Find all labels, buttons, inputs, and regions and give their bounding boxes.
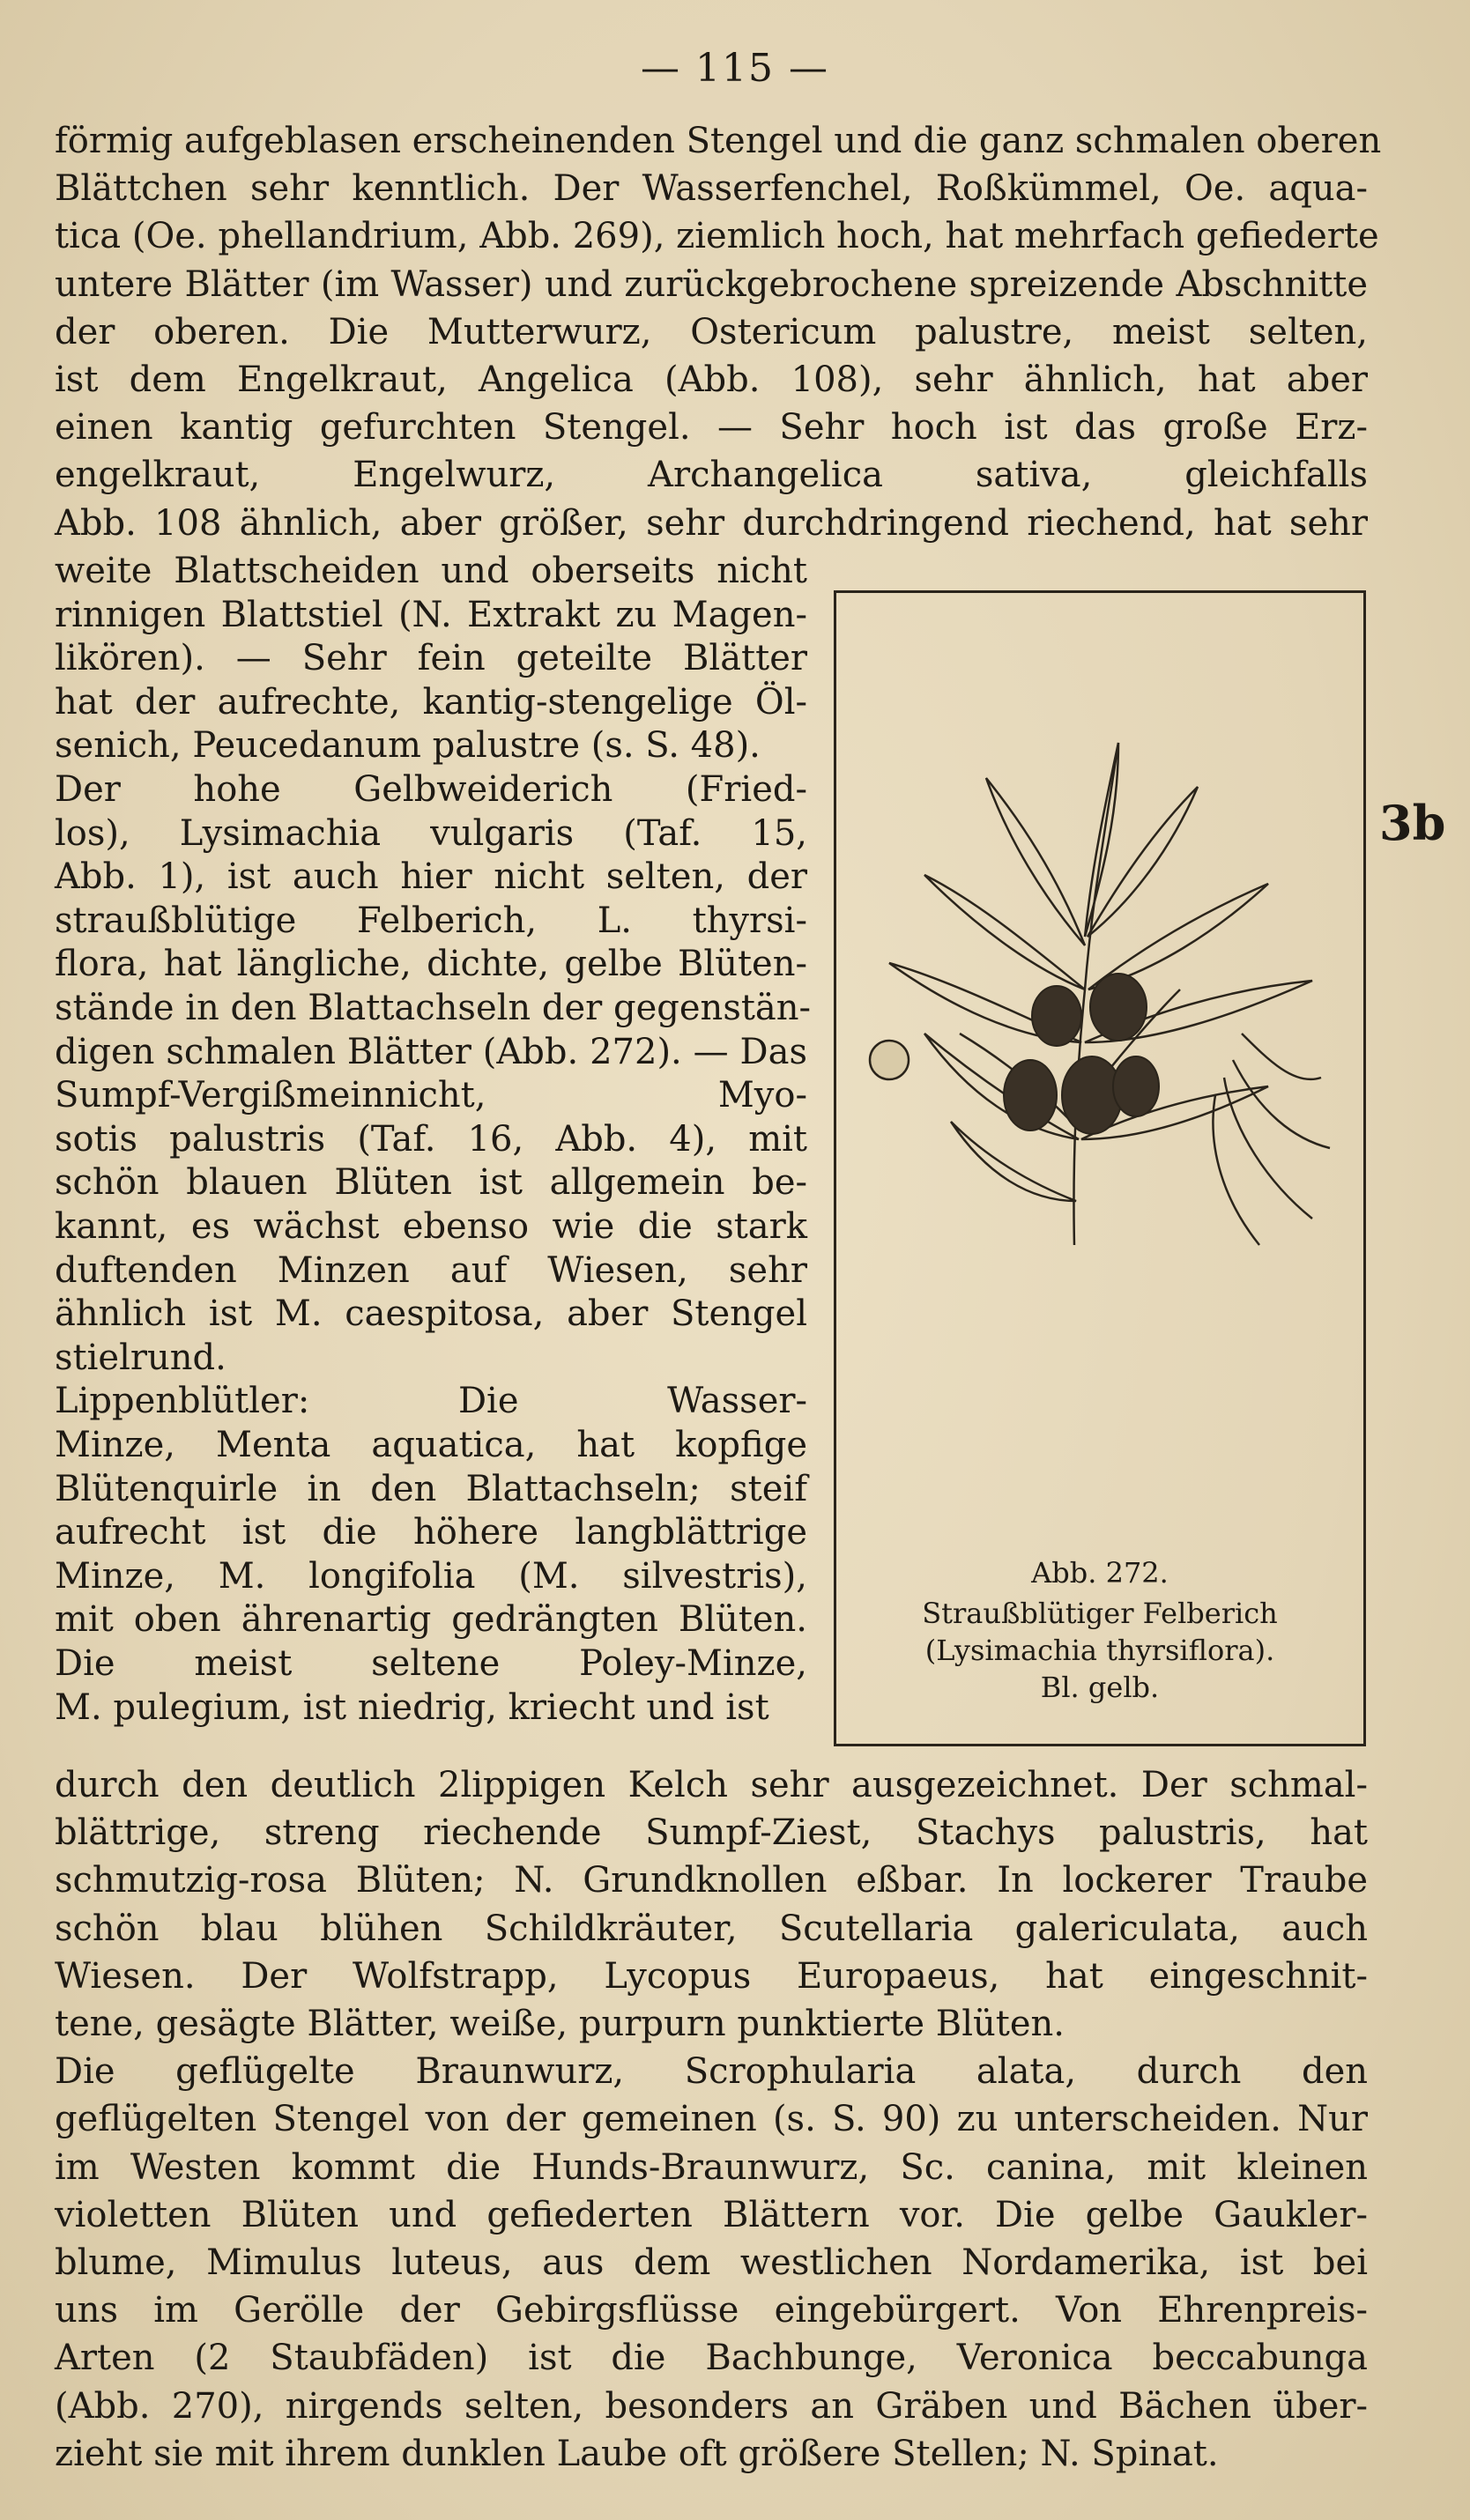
text-line: senich, Peucedanum palustre (s. S. 48). (55, 725, 761, 767)
text-line: aufrecht ist die höhere langblättrige (55, 1512, 807, 1553)
text-line: Die geflügelte Braunwurz, Scrophularia alata, durch den (55, 2051, 1368, 2093)
text-line: weite Blattscheiden und oberseits nicht (55, 551, 807, 591)
text-line: stielrund. (55, 1337, 226, 1378)
text-line: geflügelten Stengel von der gemeinen (s. S. 90) zu unterscheiden. Nur (55, 2099, 1368, 2140)
text-line: zieht sie mit ihrem dunklen Laube oft größere Stellen; N. Spinat. (55, 2433, 1219, 2474)
text-line: Abb. 108 ähnlich, aber größer, sehr durchdringend riechend, hat sehr (55, 502, 1368, 544)
text-line: tica (Oe. phellandrium, Abb. 269), ziemlich hoch, hat mehrfach gefiederte (55, 216, 1379, 257)
text-line: likören). — Sehr fein geteilte Blätter (55, 638, 807, 679)
text-line: mit oben ährenartig gedrängten Blüten. (55, 1599, 807, 1641)
plant-illustration (854, 725, 1348, 1254)
text-line: ähnlich ist M. caespitosa, aber Stengel (55, 1293, 807, 1335)
text-line: flora, hat längliche, dichte, gelbe Blüten- (55, 944, 807, 985)
text-line: Blütenquirle in den Blattachseln; steif (55, 1468, 807, 1509)
page-number: — 115 — (641, 46, 829, 91)
text-line: Minze, M. longifolia (M. silvestris), (55, 1555, 807, 1597)
text-line: untere Blätter (im Wasser) und zurückgebrochene spreizende Abschnitte (55, 263, 1368, 305)
text-line: tene, gesägte Blätter, weiße, purpurn punktierte Blüten. (55, 2004, 1065, 2044)
figure-caption-color: Bl. gelb. (1040, 1671, 1160, 1704)
text-line: violetten Blüten und gefiederten Blättern vor. Die gelbe Gaukler- (55, 2194, 1368, 2235)
text-line: der oberen. Die Mutterwurz, Ostericum palustre, meist selten, (55, 311, 1368, 352)
text-line: einen kantig gefurchten Stengel. — Sehr hoch ist das große Erz- (55, 407, 1368, 448)
text-line: schmutzig-rosa Blüten; N. Grundknollen eßbar. In lockerer Traube (55, 1860, 1368, 1901)
text-line: hat der aufrechte, kantig-stengelige Öl- (55, 681, 807, 723)
text-line: Blättchen sehr kenntlich. Der Wasserfenchel, Roßkümmel, Oe. aqua- (55, 168, 1368, 210)
text-line: engelkraut, Engelwurz, Archangelica sativa, gleichfalls (55, 455, 1368, 496)
side-marker: 3b (1379, 795, 1446, 851)
text-line: duftenden Minzen auf Wiesen, sehr (55, 1249, 807, 1291)
text-line: rinnigen Blattstiel (N. Extrakt zu Magen- (55, 594, 807, 635)
text-line: Arten (2 Staubfäden) ist die Bachbunge, Veronica beccabunga (55, 2338, 1368, 2379)
text-line: durch den deutlich 2lippigen Kelch sehr ausgezeichnet. Der schmal- (55, 1765, 1368, 1805)
text-line: Die meist seltene Poley-Minze, (55, 1643, 807, 1684)
text-line: uns im Gerölle der Gebirgsflüsse eingebürgert. Von Ehrenpreis- (55, 2290, 1368, 2331)
figure-272 (834, 590, 1366, 1746)
text-line: los), Lysimachia vulgaris (Taf. 15, (55, 812, 807, 854)
text-line: schön blauen Blüten ist allgemein be- (55, 1162, 807, 1204)
text-line: blättrige, streng riechende Sumpf-Ziest, Stachys palustris, hat (55, 1812, 1368, 1854)
text-line: im Westen kommt die Hunds-Braunwurz, Sc. canina, mit kleinen (55, 2146, 1368, 2188)
text-line: M. pulegium, ist niedrig, kriecht und ist (55, 1686, 769, 1728)
text-line: Wiesen. Der Wolfstrapp, Lycopus Europaeus, hat eingeschnit- (55, 1955, 1368, 1997)
text-line: (Abb. 270), nirgends selten, besonders an Gräben und Bächen über- (55, 2385, 1368, 2427)
text-line: stände in den Blattachseln der gegenstän- (55, 988, 812, 1028)
figure-caption-latin: (Lysimachia thyrsiflora). (924, 1634, 1275, 1667)
text-line: Abb. 1), ist auch hier nicht selten, der (55, 856, 807, 898)
figure-caption-number: Abb. 272. (1031, 1556, 1169, 1590)
text-line: kannt, es wächst ebenso wie die stark (55, 1206, 807, 1247)
text-line: schön blau blühen Schildkräuter, Scutellaria galericulata, auch (55, 1908, 1368, 1949)
text-line: ist dem Engelkraut, Angelica (Abb. 108), sehr ähnlich, hat aber (55, 359, 1368, 400)
text-line: förmig aufgeblasen erscheinenden Stengel und die ganz schmalen oberen (55, 121, 1382, 161)
text-line: digen schmalen Blätter (Abb. 272). — Das (55, 1031, 807, 1072)
text-line: straußblütige Felberich, L. thyrsi- (55, 900, 807, 941)
text-line: sotis palustris (Taf. 16, Abb. 4), mit (55, 1118, 807, 1160)
text-line: Minze, Menta aquatica, hat kopfige (55, 1425, 807, 1465)
text-line: Sumpf-Vergißmeinnicht, Myo- (55, 1075, 807, 1116)
figure-caption-title: Straußblütiger Felberich (922, 1597, 1278, 1630)
text-line: blume, Mimulus luteus, aus dem westlichen Nordamerika, ist bei (55, 2242, 1368, 2283)
text-line: Lippenblütler: Die Wasser- (55, 1381, 807, 1422)
text-line: Der hohe Gelbweiderich (Fried- (55, 769, 807, 810)
